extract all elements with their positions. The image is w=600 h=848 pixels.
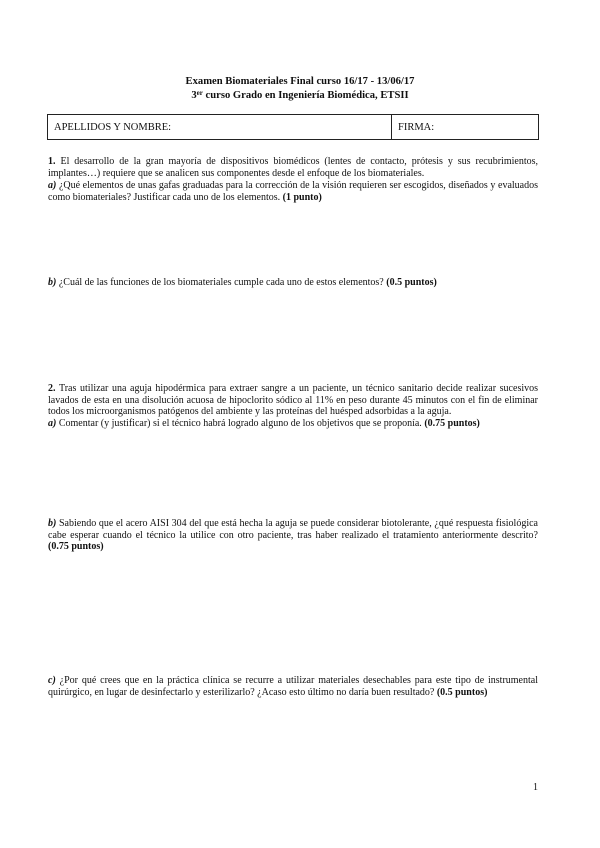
question-1a (48, 180, 538, 203)
question-1b-label: b) (48, 277, 57, 288)
question-2a-label: a) (48, 418, 57, 429)
exam-subtitle (0, 89, 600, 103)
question-1-intro (48, 156, 538, 179)
signature-field[interactable] (392, 115, 538, 139)
question-2c-points: (0.5 puntos) (436, 686, 488, 698)
question-2b-text: Sabiendo que el acero AISI 304 del que está hecha la aguja se puede considerar biotolerante, ¿qué respuesta fisiológica cabe esperar cuando el técnico la utilice con otro paciente, tras haber realizado el tratamiento anteriormente descrito? (48, 518, 538, 541)
question-2c-text: ¿Por qué crees que en la práctica clínica se recurre a utilizar materiales desechables para este tipo de instrumental quirúrgico, en lugar de desinfectarlo y esterilizarlo? ¿Acaso esto último no daría buen resultado? (48, 675, 538, 698)
course-ordinal: 3 (191, 90, 197, 101)
page-number: 1 (533, 782, 538, 793)
question-2-intro (48, 383, 538, 418)
question-2-number: 2. (48, 383, 56, 394)
question-1b-text: ¿Cuál de las funciones de los biomateriales cumple cada uno de estos elementos? (56, 277, 384, 288)
question-2b-points: (0.75 puntos) (48, 541, 104, 553)
question-2a (48, 418, 538, 430)
exam-header (0, 75, 600, 103)
question-1a-text: ¿Qué elementos de unas gafas graduadas para la corrección de la visión requieren ser escogidos, diseñados y evaluados como biomateriales? Justificar cada uno de los elementos. (48, 180, 538, 203)
question-1-number: 1. (48, 156, 56, 167)
student-id-table (47, 114, 539, 140)
question-1-intro-text: El desarrollo de la gran mayoría de dispositivos biomédicos (lentes de contacto, prótesis y sus recubrimientos, implantes…) requiere que se analicen sus componentes desde el enfoque de los biomateriales. (48, 156, 538, 179)
question-2a-points: (0.75 puntos) (424, 418, 480, 429)
question-2-intro-text: Tras utilizar una aguja hipodérmica para extraer sangre a un paciente, un técnico sanitario decide realizar sucesivos lavados de esta en una disolución acuosa de hipoclorito sódico al 11% en peso durante 45 minutos con el fin de eliminar todos los microorganismos patógenos del ambiente y las proteínas del huésped adsorbidas a la aguja. (48, 383, 538, 418)
question-2b-label: b) (48, 518, 57, 529)
question-2a-text: Comentar (y justificar) si el técnico habrá logrado alguno de los objetivos que se proponía. (56, 418, 422, 429)
question-2c-label: c) (48, 675, 56, 686)
question-1a-label: a) (48, 180, 57, 191)
name-label: APELLIDOS Y NOMBRE: (54, 121, 172, 133)
signature-label: FIRMA: (398, 121, 435, 133)
question-2c (48, 675, 538, 698)
course-ordinal-suffix: er (196, 89, 203, 97)
question-1b (48, 277, 538, 289)
name-field[interactable] (48, 115, 392, 139)
question-1a-points: (1 punto) (282, 191, 322, 203)
question-2b (48, 518, 538, 553)
course-description: curso Grado en Ingeniería Biomédica, ETSII (202, 90, 409, 101)
question-1b-points: (0.5 puntos) (386, 277, 437, 288)
exam-title: Examen Biomateriales Final curso 16/17 - 13/06/17 (185, 76, 415, 87)
